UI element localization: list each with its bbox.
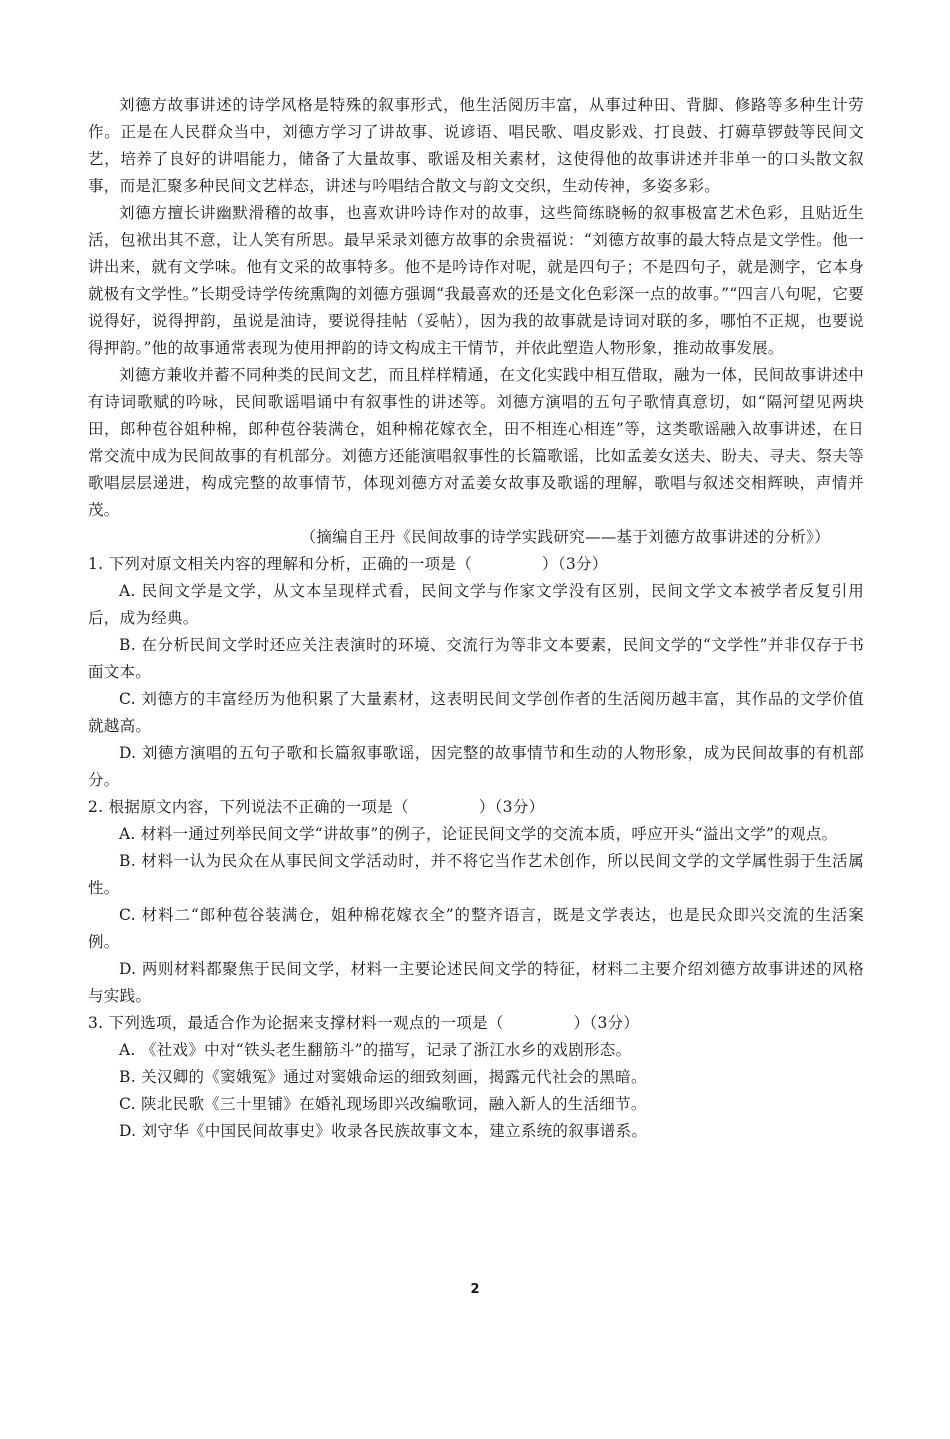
question-2 xyxy=(88,794,864,1010)
question-2-option-c: C. 材料二“郎种苞谷装满仓，姐种棉花嫁衣全”的整齐语言，既是文学表达，也是民众即兴交流的生活案例。 xyxy=(88,906,864,951)
question-1-option-d: D. 刘德方演唱的五句子歌和长篇叙事歌谣，因完整的故事情节和生动的人物形象，成为民间故事的有机部分。 xyxy=(88,744,864,789)
question-2-stem-text: 2. 根据原文内容，下列说法不正确的一项是（ xyxy=(88,798,409,816)
question-3-option-a: A. 《社戏》中对“铁头老生翻筋斗”的描写，记录了浙江水乡的戏剧形态。 xyxy=(119,1041,632,1059)
reading-passage xyxy=(88,92,864,551)
question-1-stem xyxy=(88,551,864,578)
question-3-stem-text: 3. 下列选项，最适合作为论据来支撑材料一观点的一项是（ xyxy=(88,1014,504,1032)
question-2-option-b: B. 材料一认为民众在从事民间文学活动时，并不将它当作艺术创作，所以民间文学的文学属性弱于生活属性。 xyxy=(88,852,864,897)
passage-paragraph-3: 刘德方兼收并蓄不同种类的民间文艺，而且样样精通，在文化实践中相互借取，融为一体，民间故事讲述中有诗词歌赋的吟咏，民间歌谣唱诵中有叙事性的讲述等。刘德方演唱的五句子歌情真意切，如“隔河望见两块田，郎种苞谷姐种棉，郎种苞谷装满仓，姐种棉花嫁衣全，田不相连心相连”等，这类歌谣融入故事讲述，在日常交流中成为民间故事的有机部分。刘德方还能演唱叙事性的长篇歌谣，比如孟姜女送夫、盼夫、寻夫、祭夫等歌唱层层递进，构成完整的故事情节，体现刘德方对孟姜女故事及歌谣的理解，歌唱与叙述交相辉映，声情并茂。 xyxy=(88,366,864,519)
passage-paragraph-2: 刘德方擅长讲幽默滑稽的故事，也喜欢讲吟诗作对的故事，这些简练晓畅的叙事极富艺术色彩，且贴近生活，包袱出其不意，让人笑有所思。最早采录刘德方故事的余贵福说：“刘德方故事的最大特点是文学性。他一讲出来，就有文学味。他有文采的故事特多。他不是吟诗作对呢，就是四句子；不是四句子，就是测字，它本身就极有文学性。”长期受诗学传统熏陶的刘德方强调“我最喜欢的还是文化色彩深一点的故事。”“四言八句呢，它要说得好，说得押韵，虽说是油诗，要说得挂帖（妥帖），因为我的故事就是诗词对联的多，哪怕不正规，也要说得押韵。”他的故事通常表现为使用押韵的诗文构成主干情节，并依此塑造人物形象，推动故事发展。 xyxy=(88,204,864,357)
question-1-points: ）（3分） xyxy=(542,555,608,573)
question-1 xyxy=(88,551,864,794)
question-3-option-b: B. 关汉卿的《窦娥冤》通过对窦娥命运的细致刻画，揭露元代社会的黑暗。 xyxy=(119,1068,647,1086)
source-citation: （摘编自王丹《民间故事的诗学实践研究——基于刘德方故事讲述的分析》） xyxy=(300,528,830,546)
page-number: 2 xyxy=(470,1282,480,1297)
question-3-points: ）（3分） xyxy=(573,1014,640,1032)
question-2-stem xyxy=(88,794,864,821)
page-content xyxy=(88,92,864,1145)
question-3-option-d: D. 刘守华《中国民间故事史》收录各民族故事文本，建立系统的叙事谱系。 xyxy=(119,1122,648,1140)
question-1-stem-text: 1. 下列对原文相关内容的理解和分析，正确的一项是（ xyxy=(88,555,473,573)
question-3 xyxy=(88,1010,864,1145)
question-2-points: ）（3分） xyxy=(478,798,545,816)
question-1-option-b: B. 在分析民间文学时还应关注表演时的环境、交流行为等非文本要素，民间文学的“文学性”并非仅存于书面文本。 xyxy=(88,636,864,681)
question-2-option-d: D. 两则材料都聚焦于民间文学，材料一主要论述民间文学的特征，材料二主要介绍刘德方故事讲述的风格与实践。 xyxy=(88,960,864,1005)
passage-paragraph-1: 刘德方故事讲述的诗学风格是特殊的叙事形式，他生活阅历丰富，从事过种田、背脚、修路等多种生计劳作。正是在人民群众当中，刘德方学习了讲故事、说谚语、唱民歌、唱皮影戏、打良鼓、打薅草锣鼓等民间文艺，培养了良好的讲唱能力，储备了大量故事、歌谣及相关素材，这使得他的故事讲述并非单一的口头散文叙事，而是汇聚多种民间文艺样态，讲述与吟唱结合散文与韵文交织，生动传神，多姿多彩。 xyxy=(88,96,864,195)
question-2-option-a: A. 材料一通过列举民间文学“讲故事”的例子，论证民间文学的交流本质，呼应开头“溢出文学”的观点。 xyxy=(119,825,838,843)
question-1-option-a: A. 民间文学是文学，从文本呈现样式看，民间文学与作家文学没有区别，民间文学文本被学者反复引用后，成为经典。 xyxy=(88,582,864,627)
question-3-stem xyxy=(88,1010,864,1037)
question-3-option-c: C. 陕北民歌《三十里铺》在婚礼现场即兴改编歌词，融入新人的生活细节。 xyxy=(119,1095,647,1113)
question-1-option-c: C. 刘德方的丰富经历为他积累了大量素材，这表明民间文学创作者的生活阅历越丰富，其作品的文学价值就越高。 xyxy=(88,690,864,735)
